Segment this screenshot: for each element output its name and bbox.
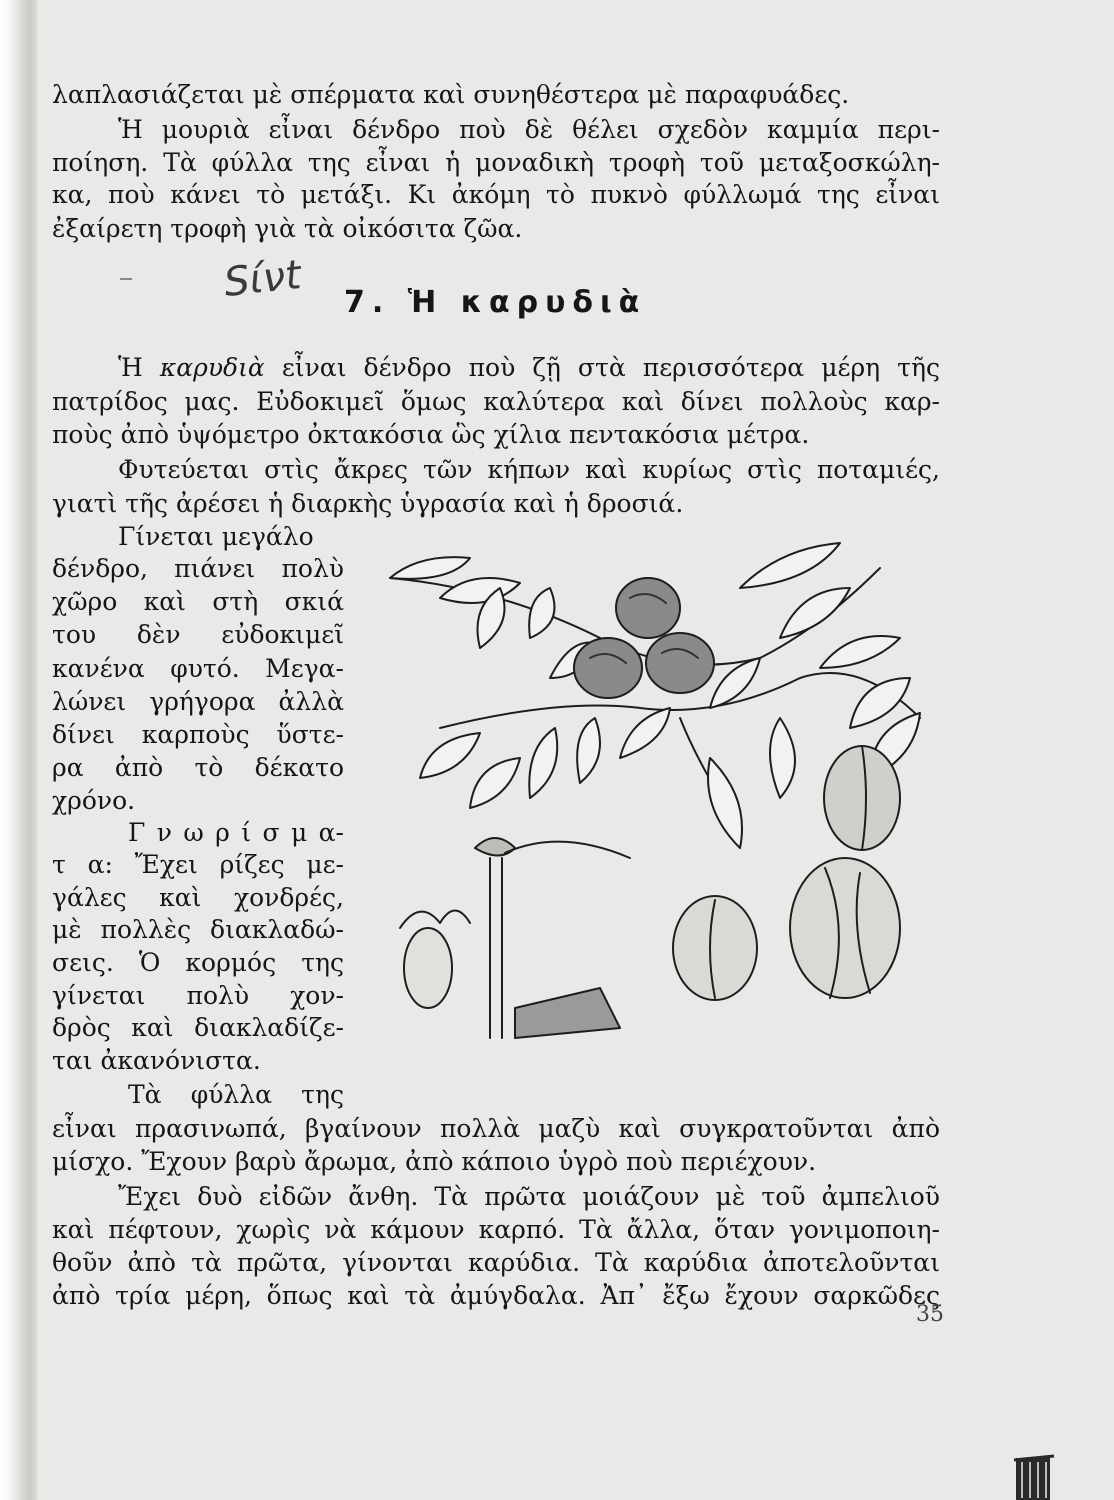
- text-line: χρόνο.: [52, 786, 136, 815]
- text-line: ποίηση. Τὰ φύλλα της εἶναι ἡ μοναδικὴ τροφὴ τοῦ μεταξοσκώλη-: [52, 148, 940, 177]
- text-line: χῶρο καὶ στὴ σκιά: [52, 587, 344, 616]
- corner-stamp: [1012, 1448, 1056, 1500]
- text-line: λαπλασιάζεται μὲ σπέρματα καὶ συνηθέστερα μὲ παραφυάδες.: [52, 80, 850, 109]
- text-line: Ἔχει δυὸ εἰδῶν ἄνθη. Τὰ πρῶτα μοιάζουν μὲ τοῦ ἀμπελιοῦ: [118, 1182, 940, 1211]
- text-line: Γ ν ω ρ ί σ μ α-: [128, 818, 344, 847]
- handwritten-note: Sίνt: [221, 252, 304, 306]
- text-line: Ἡ μουριὰ εἶναι δένδρο ποὺ δὲ θέλει σχεδὸν καμμία περι-: [118, 115, 940, 144]
- text-line: κανένα φυτό. Μεγα-: [52, 654, 344, 683]
- text-line: Ἡ καρυδιὰ εἶναι δένδρο ποὺ ζῇ στὰ περισσότερα μέρη τῆς: [118, 353, 940, 382]
- text-line: ἀπὸ τρία μέρη, ὅπως καὶ τὰ ἀμύγδαλα. Ἀπ᾿ ἔξω ἔχουν σαρκῶδες: [52, 1281, 940, 1310]
- female-flower-drawing: [400, 911, 470, 1009]
- text-line: Φυτεύεται στὶς ἄκρες τῶν κήπων καὶ κυρίως στὶς ποταμιές,: [118, 455, 940, 484]
- text-line: γάλες καὶ χονδρές,: [52, 883, 344, 912]
- text-line: τ α: Ἔχει ρίζες με-: [52, 850, 344, 879]
- walnut-illustration: [380, 528, 940, 1078]
- text-line: γιατὶ τῆς ἀρέσει ἡ διαρκὴς ὑγρασία καὶ ἡ δροσιά.: [52, 489, 684, 518]
- walnut-shell-drawing: [824, 746, 900, 850]
- text-line: θοῦν ἀπὸ τὰ πρῶτα, γίνονται καρύδια. Τὰ καρύδια ἀποτελοῦνται: [52, 1248, 940, 1277]
- text-line: δένδρο, πιάνει πολὺ: [52, 554, 344, 583]
- text-line: Τὰ φύλλα της: [128, 1080, 344, 1109]
- text-line: δίνει καρποὺς ὕστε-: [52, 720, 344, 749]
- text-line: ρα ἀπὸ τὸ δέκατο: [52, 753, 344, 782]
- flower-section-drawing: [475, 838, 630, 1038]
- text-line: πατρίδος μας. Εὐδοκιμεῖ ὅμως καλύτερα καὶ δίνει πολλοὺς καρ-: [52, 387, 940, 416]
- text-line: Γίνεται μεγάλο: [118, 522, 314, 551]
- text-line: γίνεται πολὺ χον-: [52, 981, 344, 1010]
- text-line: λώνει γρήγορα ἀλλὰ: [52, 687, 344, 716]
- walnut-kernel-drawing: [673, 858, 900, 1000]
- text-line: εἶναι πρασινωπά, βγαίνουν πολλὰ μαζὺ καὶ συγκρατοῦνται ἀπὸ: [52, 1114, 940, 1143]
- text-line: μίσχο. Ἔχουν βαρὺ ἄρωμα, ἀπὸ κάποιο ὑγρὸ ποὺ περιέχουν.: [52, 1147, 817, 1176]
- italic-term: καρυδιὰ: [159, 353, 265, 382]
- text-line: δρὸς καὶ διακλαδίζε-: [52, 1013, 344, 1042]
- book-gutter: [0, 0, 38, 1500]
- text-line: μὲ πολλὲς διακλαδώ-: [52, 915, 344, 944]
- section-heading: 7. Ἡ καρυδιὰ: [344, 285, 647, 320]
- text-line: σεις. Ὁ κορμός της: [52, 948, 344, 977]
- text-line: ποὺς ἀπὸ ὑψόμετρο ὀκτακόσια ὣς χίλια πεντακόσια μέτρα.: [52, 420, 810, 449]
- text-line: ἐξαίρετη τροφὴ γιὰ τὰ οἰκόσιτα ζῶα.: [52, 214, 523, 243]
- text-line: ται ἀκανόνιστα.: [52, 1046, 261, 1075]
- pencil-dash: [120, 278, 132, 280]
- text-line: κα, ποὺ κάνει τὸ μετάξι. Κι ἀκόμη τὸ πυκνὸ φύλλωμά της εἶναι: [52, 180, 940, 209]
- page-number: 35: [916, 1302, 944, 1327]
- text-line: του δὲν εὐδοκιμεῖ: [52, 620, 344, 649]
- text-line: καὶ πέφτουν, χωρὶς νὰ κάμουν καρπό. Τὰ ἄλλα, ὅταν γονιμοποιη-: [52, 1215, 940, 1244]
